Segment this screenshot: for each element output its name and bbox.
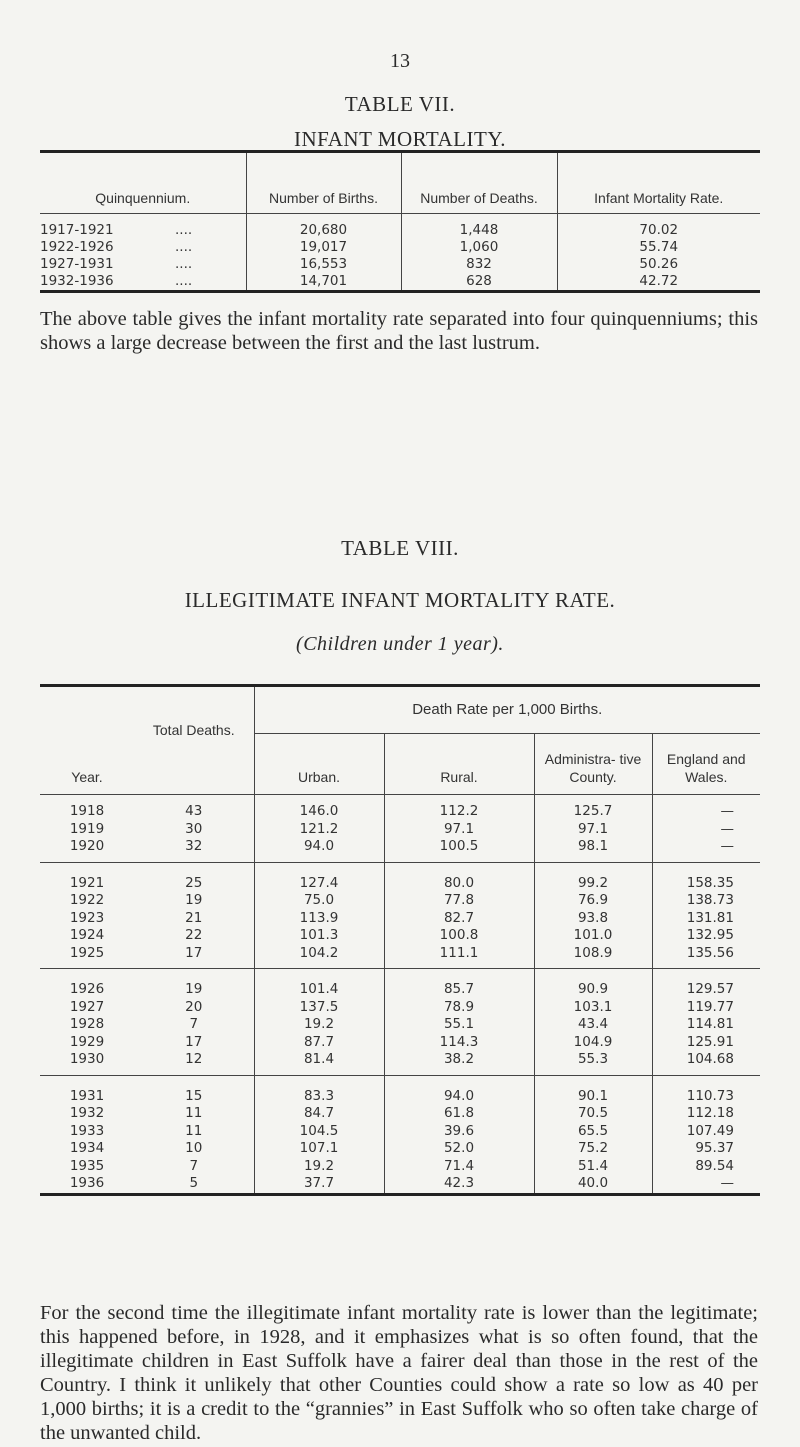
england-wales-cell: 129.57 <box>652 969 760 999</box>
rate-cell: 42.72 <box>557 273 760 292</box>
rural-cell: 52.0 <box>384 1140 534 1158</box>
deaths-cell: 832 <box>401 256 557 273</box>
table-row <box>40 1075 760 1105</box>
admin-county-cell: 103.1 <box>534 999 652 1017</box>
urban-cell: 81.4 <box>254 1051 384 1075</box>
england-wales-cell: 95.37 <box>652 1140 760 1158</box>
table-row <box>40 910 760 928</box>
total-deaths-cell: 7 <box>189 1157 199 1174</box>
england-wales-cell: — <box>652 1175 760 1194</box>
admin-county-cell: 70.5 <box>534 1105 652 1123</box>
rural-cell: 55.1 <box>384 1016 534 1034</box>
england-wales-cell: 110.73 <box>652 1075 760 1105</box>
urban-cell: 75.0 <box>254 892 384 910</box>
rural-cell: 38.2 <box>384 1051 534 1075</box>
rural-cell: 80.0 <box>384 862 534 892</box>
urban-cell: 113.9 <box>254 910 384 928</box>
total-deaths-cell: 19 <box>185 892 203 908</box>
rural-cell: 82.7 <box>384 910 534 928</box>
england-wales-cell: 104.68 <box>652 1051 760 1075</box>
total-deaths-cell: 17 <box>185 1033 203 1050</box>
year-cell: 1923 <box>69 909 105 926</box>
table7-title: TABLE VII. <box>344 92 456 116</box>
table-row <box>40 892 760 910</box>
admin-county-cell: 90.9 <box>534 969 652 999</box>
year-cell: 1918 <box>69 803 105 819</box>
total-deaths-cell: 7 <box>189 1016 199 1032</box>
year-cell: 1935 <box>69 1157 105 1174</box>
table-row <box>40 795 760 821</box>
table8-note-text: (Children under 1 year). <box>296 633 504 655</box>
admin-county-cell: 90.1 <box>534 1075 652 1105</box>
col-header-admin-county: Administra- tive County. <box>534 734 652 795</box>
england-wales-cell: 89.54 <box>652 1158 760 1176</box>
urban-cell: 19.2 <box>254 1158 384 1176</box>
table-row <box>40 927 760 945</box>
rural-cell: 85.7 <box>384 969 534 999</box>
deaths-cell: 1,448 <box>401 214 557 240</box>
page-number: 13 <box>390 50 410 72</box>
paragraph-1: The above table gives the infant mortality rate separated into four quinquenniums; this shows a large decrease between the first and the last lustrum. <box>40 308 758 354</box>
admin-county-cell: 75.2 <box>534 1140 652 1158</box>
urban-cell: 107.1 <box>254 1140 384 1158</box>
table-row <box>40 1034 760 1052</box>
table-row <box>40 214 760 240</box>
table-row <box>40 862 760 892</box>
england-wales-cell: 135.56 <box>652 945 760 969</box>
rate-cell: 70.02 <box>557 214 760 240</box>
deaths-cell: 628 <box>401 273 557 292</box>
paragraph-2: For the second time the illegitimate infant mortality rate is lower than the legitimate; this happened before, in 1928, and it emphasizes what is so often found, that the illegitimate children in East Suffolk have a fairer deal than those in the rest of the Country. I think it unlikely that other Counties could show a rate so low as 40 per 1,000 births; it is a credit to the “grannies” in East Suffolk who so often take charge of the unwanted child. <box>40 1302 758 1444</box>
births-cell: 14,701 <box>246 273 401 292</box>
england-wales-cell: 138.73 <box>652 892 760 910</box>
urban-cell: 19.2 <box>254 1016 384 1034</box>
births-cell: 20,680 <box>246 214 401 240</box>
table-row <box>40 1051 760 1075</box>
urban-cell: 146.0 <box>254 795 384 821</box>
rural-cell: 112.2 <box>384 795 534 821</box>
period-label: 1917-1921 <box>40 222 114 238</box>
total-deaths-cell: 20 <box>185 998 203 1015</box>
total-deaths-cell: 22 <box>185 927 203 943</box>
table-row <box>40 821 760 839</box>
col-header-year: Year. <box>40 686 134 795</box>
year-cell: 1922 <box>69 892 105 908</box>
total-deaths-cell: 11 <box>185 1105 203 1121</box>
england-wales-cell: 107.49 <box>652 1123 760 1141</box>
rate-cell: 50.26 <box>557 256 760 273</box>
total-deaths-cell: 10 <box>185 1140 203 1156</box>
total-deaths-cell: 19 <box>185 981 203 997</box>
year-cell: 1933 <box>69 1122 105 1139</box>
england-wales-cell: — <box>652 821 760 839</box>
admin-county-cell: 65.5 <box>534 1123 652 1141</box>
table-row <box>40 256 760 273</box>
rate-cell: 55.74 <box>557 239 760 256</box>
table-row <box>40 239 760 256</box>
england-wales-cell: 112.18 <box>652 1105 760 1123</box>
year-cell: 1929 <box>69 1033 105 1050</box>
admin-county-cell: 51.4 <box>534 1158 652 1176</box>
table-row <box>40 1158 760 1176</box>
year-cell: 1932 <box>69 1105 105 1121</box>
england-wales-cell: 158.35 <box>652 862 760 892</box>
quinquennium-cell <box>40 214 246 240</box>
rural-cell: 61.8 <box>384 1105 534 1123</box>
year-cell: 1924 <box>69 927 105 943</box>
col-header-births: Number of Births. <box>246 152 401 214</box>
rural-cell: 97.1 <box>384 821 534 839</box>
table-row <box>40 999 760 1017</box>
urban-cell: 94.0 <box>254 838 384 862</box>
england-wales-cell: — <box>652 838 760 862</box>
infant-mortality-table <box>40 150 760 293</box>
admin-county-cell: 99.2 <box>534 862 652 892</box>
total-deaths-cell: 11 <box>185 1122 203 1139</box>
urban-cell: 104.5 <box>254 1123 384 1141</box>
urban-cell: 121.2 <box>254 821 384 839</box>
total-deaths-cell: 30 <box>185 820 203 837</box>
total-deaths-cell: 32 <box>134 838 254 862</box>
table8-note <box>0 633 800 656</box>
admin-county-cell: 101.0 <box>534 927 652 945</box>
births-cell: 16,553 <box>246 256 401 273</box>
year-cell: 1919 <box>69 820 105 837</box>
admin-county-cell: 43.4 <box>534 1016 652 1034</box>
total-deaths-cell: 43 <box>185 803 203 819</box>
admin-county-cell: 125.7 <box>534 795 652 821</box>
table-row <box>40 838 760 862</box>
england-wales-cell: 132.95 <box>652 927 760 945</box>
period-label: 1932-1936 <box>40 273 114 289</box>
admin-county-cell: 40.0 <box>534 1175 652 1194</box>
rural-cell: 77.8 <box>384 892 534 910</box>
leader-dots: .... <box>175 256 193 272</box>
total-deaths-cell: 25 <box>185 874 203 891</box>
rural-cell: 100.8 <box>384 927 534 945</box>
england-wales-cell: — <box>652 795 760 821</box>
col-header-quinquennium: Quinquennium. <box>40 152 246 214</box>
admin-county-cell: 55.3 <box>534 1051 652 1075</box>
urban-cell: 104.2 <box>254 945 384 969</box>
urban-cell: 84.7 <box>254 1105 384 1123</box>
col-header-deaths: Number of Deaths. <box>401 152 557 214</box>
admin-county-cell: 98.1 <box>534 838 652 862</box>
urban-cell: 87.7 <box>254 1034 384 1052</box>
period-label: 1922-1926 <box>40 239 114 255</box>
total-deaths-cell: 21 <box>185 909 203 926</box>
total-deaths-cell: 15 <box>185 1087 203 1104</box>
year-cell: 1927 <box>69 998 105 1015</box>
rural-cell: 94.0 <box>384 1075 534 1105</box>
year-cell: 1930 <box>40 1051 134 1075</box>
year-cell: 1928 <box>69 1016 105 1032</box>
england-wales-cell: 125.91 <box>652 1034 760 1052</box>
year-cell: 1934 <box>69 1140 105 1156</box>
urban-cell: 127.4 <box>254 862 384 892</box>
rural-cell: 71.4 <box>384 1158 534 1176</box>
table-row <box>40 273 760 292</box>
year-cell: 1921 <box>69 874 105 891</box>
col-header-total-deaths: Total Deaths. <box>134 686 254 795</box>
rural-cell: 100.5 <box>384 838 534 862</box>
year-cell: 1936 <box>69 1175 105 1191</box>
admin-county-cell: 97.1 <box>534 821 652 839</box>
table-row <box>40 1105 760 1123</box>
year-cell: 1925 <box>40 945 134 969</box>
admin-county-cell: 104.9 <box>534 1034 652 1052</box>
urban-cell: 101.3 <box>254 927 384 945</box>
table-row <box>40 1016 760 1034</box>
table-row <box>40 945 760 969</box>
rural-cell: 39.6 <box>384 1123 534 1141</box>
col-header-rural: Rural. <box>384 734 534 795</box>
leader-dots: .... <box>175 222 193 238</box>
quinquennium-cell <box>40 273 246 292</box>
table-row <box>40 1175 760 1194</box>
total-deaths-cell: 12 <box>134 1051 254 1075</box>
admin-county-cell: 76.9 <box>534 892 652 910</box>
year-cell: 1920 <box>40 838 134 862</box>
quinquennium-cell <box>40 256 246 273</box>
year-cell: 1926 <box>69 981 105 997</box>
period-label: 1927-1931 <box>40 256 114 272</box>
header-death-rate-group: Death Rate per 1,000 Births. <box>254 686 760 734</box>
rural-cell: 78.9 <box>384 999 534 1017</box>
admin-county-cell: 93.8 <box>534 910 652 928</box>
rural-cell: 42.3 <box>384 1175 534 1194</box>
admin-county-cell: 108.9 <box>534 945 652 969</box>
england-wales-cell: 114.81 <box>652 1016 760 1034</box>
col-header-urban: Urban. <box>254 734 384 795</box>
rural-cell: 114.3 <box>384 1034 534 1052</box>
urban-cell: 101.4 <box>254 969 384 999</box>
leader-dots: .... <box>175 273 193 289</box>
table8-title: TABLE VIII. <box>341 536 459 560</box>
table-row <box>40 1123 760 1141</box>
table-row <box>40 969 760 999</box>
urban-cell: 83.3 <box>254 1075 384 1105</box>
col-header-rate: Infant Mortality Rate. <box>557 152 760 214</box>
total-deaths-cell: 17 <box>134 945 254 969</box>
urban-cell: 37.7 <box>254 1175 384 1194</box>
table7-subtitle: INFANT MORTALITY. <box>293 127 507 151</box>
table8-subtitle: ILLEGITIMATE INFANT MORTALITY RATE. <box>184 588 616 612</box>
england-wales-cell: 119.77 <box>652 999 760 1017</box>
urban-cell: 137.5 <box>254 999 384 1017</box>
illegitimate-mortality-table <box>40 684 760 1196</box>
leader-dots: .... <box>175 239 193 255</box>
deaths-cell: 1,060 <box>401 239 557 256</box>
quinquennium-cell <box>40 239 246 256</box>
total-deaths-cell: 5 <box>189 1175 199 1191</box>
year-cell: 1931 <box>69 1087 105 1104</box>
births-cell: 19,017 <box>246 239 401 256</box>
england-wales-cell: 131.81 <box>652 910 760 928</box>
col-header-england-wales: England and Wales. <box>652 734 760 795</box>
table-row <box>40 1140 760 1158</box>
rural-cell: 111.1 <box>384 945 534 969</box>
